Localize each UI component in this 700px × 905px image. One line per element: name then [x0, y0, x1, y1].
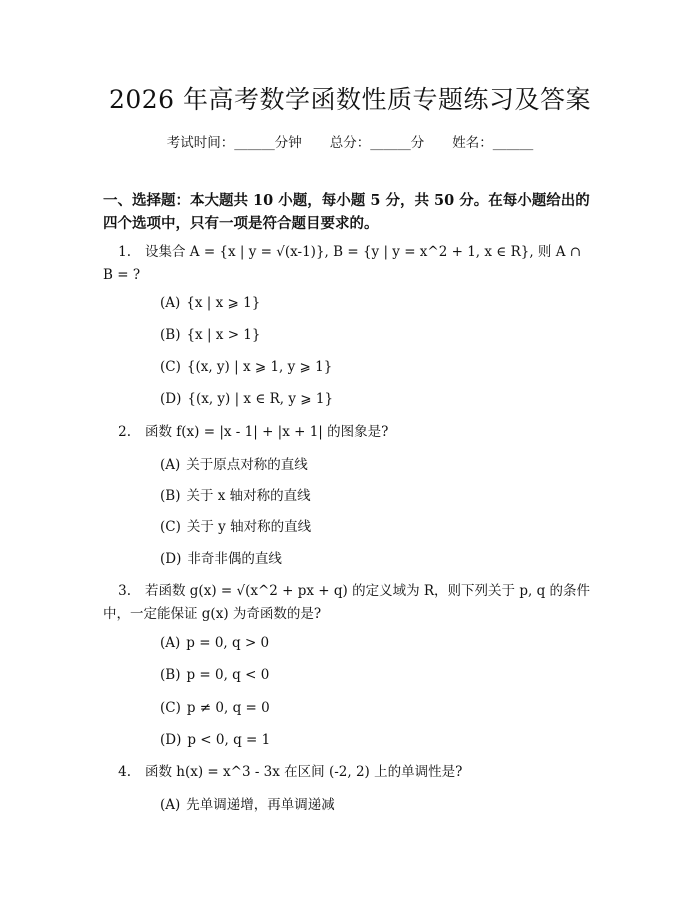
- option-text: {x | x ⩾ 1}: [186, 295, 261, 311]
- option-text: {x | x > 1}: [186, 327, 261, 343]
- option-label: (C): [160, 359, 181, 375]
- question-1: [103, 241, 593, 287]
- option-1d: [160, 389, 333, 409]
- exam-meta: [0, 131, 700, 151]
- option-label: (A): [160, 457, 181, 473]
- option-text: 关于 y 轴对称的直线: [186, 519, 312, 535]
- option-label: (A): [160, 635, 181, 651]
- question-2: [103, 421, 593, 444]
- option-label: (B): [160, 488, 181, 504]
- question-stem: 函数 h(x) = x^3 - 3x 在区间 (-2, 2) 上的单调性是?: [145, 764, 463, 780]
- question-stem: 若函数 g(x) = √(x^2 + px + q) 的定义域为 R，则下列关于 p, q 的条件中，一定能保证 g(x) 为奇函数的是?: [103, 583, 591, 622]
- option-label: (C): [160, 700, 181, 716]
- option-text: 关于原点对称的直线: [186, 457, 308, 473]
- option-text: p = 0, q > 0: [186, 635, 270, 651]
- option-2b: [160, 486, 311, 506]
- option-label: (B): [160, 667, 181, 683]
- option-text: {(x, y) | x ∈ R, y ⩾ 1}: [187, 391, 334, 407]
- exam-time-field: 考试时间：______分钟: [166, 135, 302, 151]
- option-text: 关于 x 轴对称的直线: [186, 488, 311, 504]
- option-label: (A): [160, 295, 181, 311]
- option-label: (D): [160, 732, 182, 748]
- option-4a: [160, 795, 335, 815]
- question-stem: 设集合 A = {x | y = √(x-1)}, B = {y | y = x^2 + 1, x ∈ R}, 则 A ∩ B = ?: [103, 244, 582, 283]
- option-3c: [160, 698, 270, 718]
- option-text: p ≠ 0, q = 0: [186, 700, 270, 716]
- question-stem: 函数 f(x) = |x - 1| + |x + 1| 的图象是?: [145, 424, 389, 440]
- option-label: (B): [160, 327, 181, 343]
- option-2c: [160, 517, 311, 537]
- option-1c: [160, 357, 332, 377]
- name-field: 姓名：______: [452, 135, 534, 151]
- option-1a: [160, 293, 260, 313]
- option-label: (D): [160, 551, 182, 567]
- question-number: 4.: [118, 764, 131, 780]
- option-text: 非奇非偶的直线: [187, 551, 282, 567]
- option-text: {(x, y) | x ⩾ 1, y ⩾ 1}: [186, 359, 333, 375]
- option-text: p < 0, q = 1: [187, 732, 271, 748]
- option-3a: [160, 633, 269, 653]
- question-number: 2.: [118, 424, 131, 440]
- option-3b: [160, 665, 269, 685]
- section-heading: 一、选择题：本大题共 10 小题，每小题 5 分，共 50 分。在每小题给出的四个选项中，只有一项是符合题目要求的。: [103, 192, 590, 232]
- question-number: 1.: [118, 244, 131, 260]
- option-2a: [160, 455, 308, 475]
- document-title: 2026 年高考数学函数性质专题练习及答案: [108, 85, 592, 114]
- option-label: (C): [160, 519, 181, 535]
- option-1b: [160, 325, 261, 345]
- question-3: [103, 580, 593, 626]
- option-2d: [160, 549, 282, 569]
- question-number: 3.: [118, 583, 131, 599]
- option-3d: [160, 730, 270, 750]
- option-label: (D): [160, 391, 182, 407]
- option-text: p = 0, q < 0: [186, 667, 270, 683]
- option-text: 先单调递增，再单调递减: [186, 797, 335, 813]
- total-score-field: 总分：______分: [329, 135, 425, 151]
- option-label: (A): [160, 797, 181, 813]
- question-4: [103, 761, 593, 784]
